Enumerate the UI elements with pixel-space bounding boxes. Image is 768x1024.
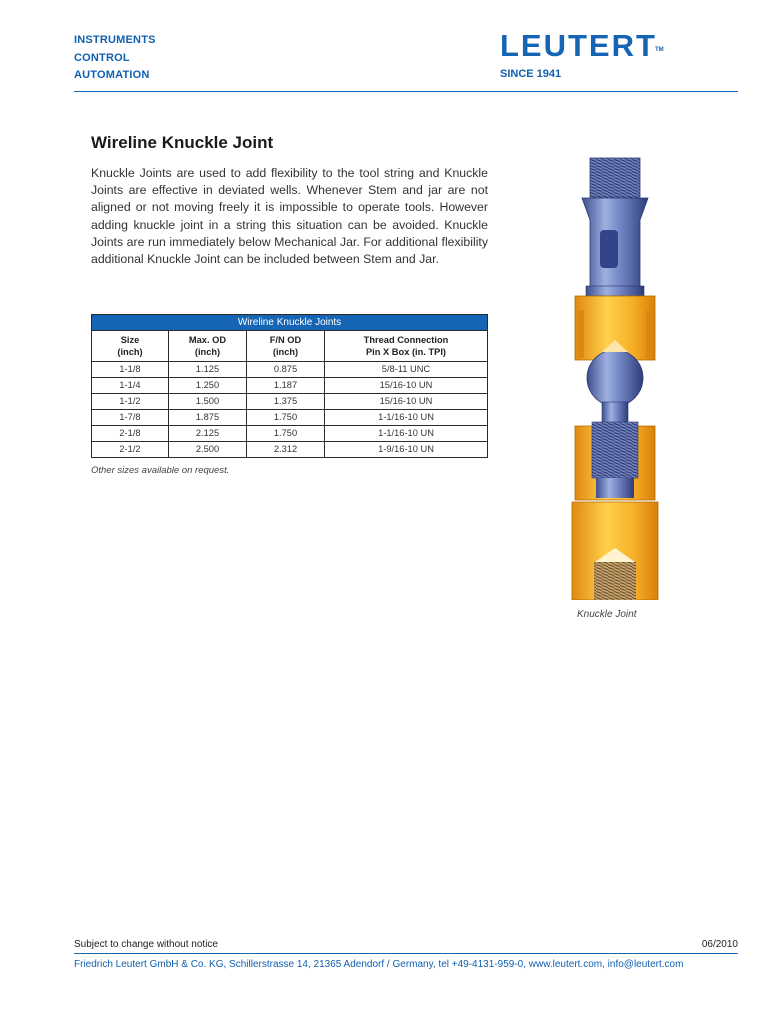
cell-max-od: 1.250 xyxy=(169,378,247,394)
cell-thread: 1-1/16-10 UN xyxy=(325,426,488,442)
company-tagline xyxy=(74,32,156,85)
header-fn-od: F/N OD (inch) xyxy=(247,331,325,362)
trademark-mark: TM xyxy=(654,47,664,53)
cell-max-od: 1.125 xyxy=(169,362,247,378)
header-divider xyxy=(74,91,738,92)
cell-size: 1-1/4 xyxy=(92,378,169,394)
table-row xyxy=(92,410,488,426)
brand-logo xyxy=(500,30,666,62)
cell-fn-od: 1.187 xyxy=(247,378,325,394)
table-row xyxy=(92,378,488,394)
cell-thread: 15/16-10 UN xyxy=(325,394,488,410)
intro-paragraph: Knuckle Joints are used to add flexibility to the tool string and Knuckle Joints are effective in deviated wells. Whenever Stem and jar are not aligned or not moving freely it is impossible to operate tools. However adding knuckle joint in a string this situation can be avoided. Knuckle Joints are run immediately below Mechanical Jar. For additional flexibility additional Knuckle Joint can be included between Stem and Jar. xyxy=(91,166,488,267)
tagline-control: CONTROL xyxy=(74,51,130,64)
cell-fn-od: 1.375 xyxy=(247,394,325,410)
specifications-table xyxy=(91,314,488,458)
since-label: SINCE 1941 xyxy=(500,68,562,80)
cell-max-od: 2.500 xyxy=(169,442,247,458)
table-row xyxy=(92,426,488,442)
availability-note: Other sizes available on request. xyxy=(91,465,230,476)
cell-size: 2-1/2 xyxy=(92,442,169,458)
footer-divider xyxy=(74,953,738,954)
cell-max-od: 2.125 xyxy=(169,426,247,442)
header-max-od: Max. OD (inch) xyxy=(169,331,247,362)
header-size: Size (inch) xyxy=(92,331,169,362)
cell-thread: 1-9/16-10 UN xyxy=(325,442,488,458)
cell-fn-od: 1.750 xyxy=(247,426,325,442)
cell-max-od: 1.500 xyxy=(169,394,247,410)
cell-thread: 5/8-11 UNC xyxy=(325,362,488,378)
brand-name: LEUTERT xyxy=(500,28,657,63)
tagline-instruments: INSTRUMENTS xyxy=(74,34,156,46)
table-row xyxy=(92,394,488,410)
cell-fn-od: 0.875 xyxy=(247,362,325,378)
cell-size: 1-7/8 xyxy=(92,410,169,426)
cell-size: 1-1/8 xyxy=(92,362,169,378)
table-row xyxy=(92,442,488,458)
cell-size: 1-1/2 xyxy=(92,394,169,410)
table-title: Wireline Knuckle Joints xyxy=(92,315,488,331)
table-header-row xyxy=(92,331,488,362)
page-title: Wireline Knuckle Joint xyxy=(91,133,274,152)
cell-max-od: 1.875 xyxy=(169,410,247,426)
cell-thread: 15/16-10 UN xyxy=(325,378,488,394)
cell-fn-od: 1.750 xyxy=(247,410,325,426)
cell-fn-od: 2.312 xyxy=(247,442,325,458)
footer-address[interactable]: Friedrich Leutert GmbH & Co. KG, Schillerstrasse 14, 21365 Adendorf / Germany, tel +49-4131-959-0, www.leutert.com, info@leutert.com xyxy=(74,959,684,970)
knuckle-joint-illustration xyxy=(560,150,670,600)
tagline-automation: AUTOMATION xyxy=(74,69,150,81)
cell-size: 2-1/8 xyxy=(92,426,169,442)
figure-caption: Knuckle Joint xyxy=(577,609,637,620)
header-thread-connection: Thread Connection Pin X Box (in. TPI) xyxy=(325,331,488,362)
footer-notice: Subject to change without notice xyxy=(74,939,218,950)
table-row xyxy=(92,362,488,378)
footer-date: 06/2010 xyxy=(701,939,738,950)
cell-thread: 1-1/16-10 UN xyxy=(325,410,488,426)
